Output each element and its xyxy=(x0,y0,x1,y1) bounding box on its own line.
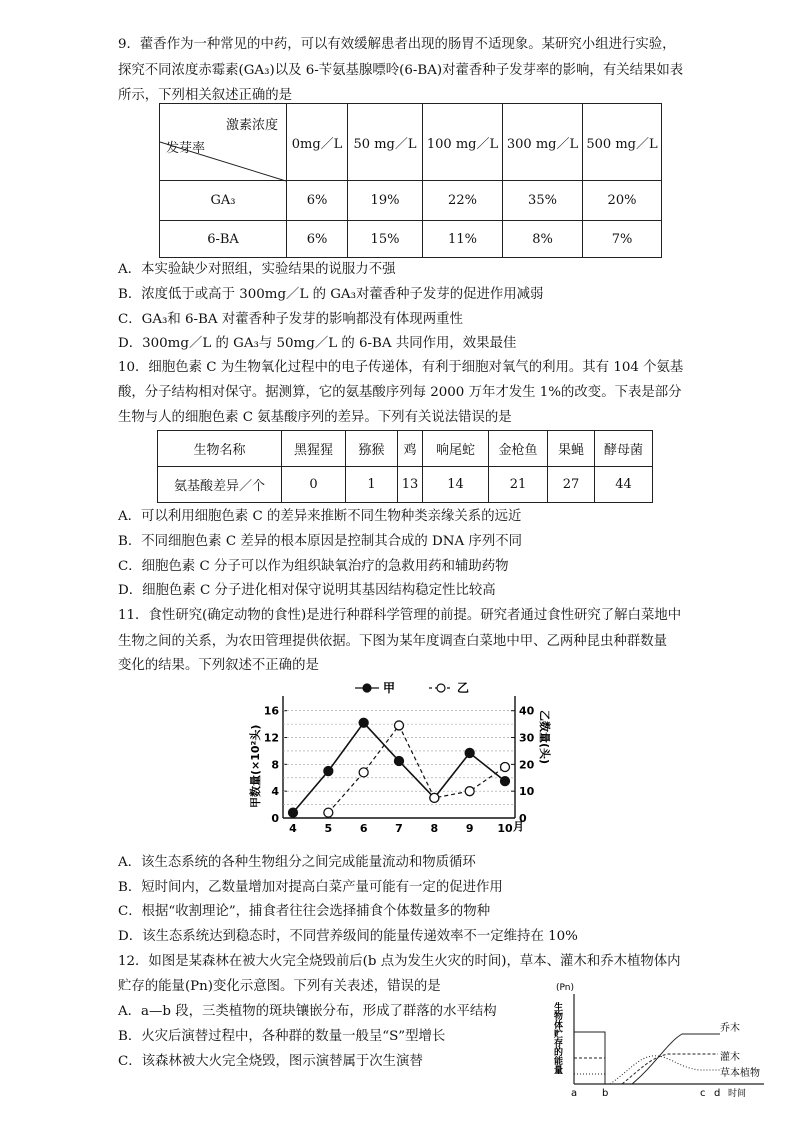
q9-cell: 19% xyxy=(348,181,423,221)
q9-header-cell: 50 mg／L xyxy=(348,104,423,181)
left-tick-label: 0 xyxy=(271,812,279,825)
q9-stem-line-2: 探究不同浓度赤霉素(GA₃)以及 6-苄氨基腺嘌呤(6-BA)对藿香种子发芽率的影响，有关结果如表 xyxy=(118,63,684,78)
q10-stem-line-1: 10．细胞色素 C 为生物氧化过程中的电子传递体，有利于细胞对氧气的利用。其有 104 个氨基 xyxy=(118,360,684,375)
left-tick-label: 8 xyxy=(271,758,279,772)
q10-diff-cell: 21 xyxy=(489,467,548,503)
q10-organism-cell: 鸡 xyxy=(398,431,423,467)
q11-stem-line-2: 生物之间的关系，为农田管理提供依据。下图为某年度调查白菜地中甲、乙两种昆虫种群数量 xyxy=(118,634,668,649)
right-tick-label: 40 xyxy=(519,704,535,718)
q11-option-c: C．根据“收割理论”，捕食者往往会选择捕食个体数量多的物种 xyxy=(118,904,491,919)
q9-cell: 35% xyxy=(503,181,583,221)
q12-x-tick: c xyxy=(700,1088,706,1099)
data-point-乙 xyxy=(395,721,404,730)
q9-option-a: A．本实验缺少对照组，实验结果的说服力不强 xyxy=(118,262,396,277)
q10-table-row xyxy=(158,431,653,467)
data-point-甲 xyxy=(395,757,404,766)
q12-x-axis-label: 时间 xyxy=(728,1089,747,1099)
q10-organism-cell: 金枪鱼 xyxy=(489,431,548,467)
q10-option-d: D．细胞色素 C 分子进化相对保守说明其基因结构稳定性比较高 xyxy=(118,583,496,598)
q12-y-axis-top: (Pn) xyxy=(556,983,574,993)
q12-option-c: C．该森林被大火完全烧毁，图示演替属于次生演替 xyxy=(118,1054,423,1069)
data-point-甲 xyxy=(289,808,298,817)
q9-row-name: 6-BA xyxy=(160,221,287,258)
q10-row-label: 氨基酸差异／个 xyxy=(158,467,282,503)
x-tick-label: 4 xyxy=(289,822,297,835)
q9-header-cell: 300 mg／L xyxy=(503,104,583,181)
q12-energy-figure xyxy=(550,980,780,1100)
right-tick-label: 0 xyxy=(519,812,527,825)
q11-population-chart xyxy=(245,678,551,838)
data-point-甲 xyxy=(501,777,510,786)
q11-option-b: B．短时间内，乙数量增加对提高白菜产量可能有一定的促进作用 xyxy=(118,880,503,895)
data-point-甲 xyxy=(465,748,474,757)
q9-table-row xyxy=(160,181,662,221)
q12-curve-label: 灌木 xyxy=(720,1052,740,1063)
data-point-甲 xyxy=(359,718,368,727)
x-tick-label: 6 xyxy=(359,822,368,835)
right-tick-label: 20 xyxy=(519,758,535,772)
legend-label: 乙 xyxy=(457,681,470,695)
x-tick-label: 8 xyxy=(430,822,439,835)
q12-stem-line-1: 12．如图是某森林在被大火完全烧毁前后(b 点为发生火灾的时间)，草本、灌木和乔木植物体内 xyxy=(118,954,681,969)
q10-diff-cell: 27 xyxy=(548,467,595,503)
q12-shrub-curve xyxy=(622,1054,718,1084)
left-axis-title: 甲数量(×10²头) xyxy=(249,724,262,808)
q9-stem-line-3: 所示，下列相关叙述正确的是 xyxy=(118,88,293,103)
q9-cell: 7% xyxy=(583,221,662,258)
q9-option-b: B．浓度低于或高于 300mg／L 的 GA₃对藿香种子发芽的促进作用减弱 xyxy=(118,287,544,302)
right-axis-title: 乙数量(头) xyxy=(538,710,551,765)
q9-cell: 6% xyxy=(287,181,348,221)
q9-cell: 8% xyxy=(503,221,583,258)
q10-diff-cell: 14 xyxy=(423,467,489,503)
q12-x-tick: d xyxy=(714,1088,721,1099)
q11-option-a: A．该生态系统的各种生物组分之间完成能量流动和物质循环 xyxy=(118,855,476,870)
q12-x-tick: b xyxy=(602,1088,609,1099)
left-tick-label: 16 xyxy=(263,704,279,718)
left-tick-label: 12 xyxy=(263,731,279,745)
q10-organism-cell: 猕猴 xyxy=(346,431,398,467)
q12-curve-label: 草本植物 xyxy=(720,1068,760,1079)
x-tick-label: 10 xyxy=(497,822,513,835)
data-point-乙 xyxy=(359,768,368,777)
legend-marker xyxy=(363,684,371,692)
q9-corner-bottom-label: 发芽率 xyxy=(166,141,206,156)
q9-cell: 15% xyxy=(348,221,423,258)
data-point-乙 xyxy=(465,787,474,796)
q9-cell: 22% xyxy=(423,181,503,221)
q10-table xyxy=(157,430,653,503)
q10-diff-cell: 1 xyxy=(346,467,398,503)
right-tick-label: 10 xyxy=(519,785,535,799)
q12-tree-curve xyxy=(632,1034,720,1084)
q9-table-row xyxy=(160,221,662,258)
q10-option-c: C．细胞色素 C 分子可以作为组织缺氧治疗的急救用药和辅助药物 xyxy=(118,559,509,574)
q12-x-tick: a xyxy=(571,1088,578,1099)
legend-marker xyxy=(437,684,445,692)
q9-cell: 20% xyxy=(583,181,662,221)
left-tick-label: 4 xyxy=(271,785,279,799)
q9-row-name: GA₃ xyxy=(160,181,287,221)
q9-corner-top-label: 激素浓度 xyxy=(225,118,278,133)
q10-organism-cell: 酵母菌 xyxy=(595,431,653,467)
q12-y-axis-label: 生物体贮存的能量 xyxy=(552,1002,562,1074)
x-tick-label: 5 xyxy=(324,822,333,835)
data-point-乙 xyxy=(324,808,333,817)
right-tick-label: 30 xyxy=(519,731,535,745)
q10-option-a: A．可以利用细胞色素 C 的差异来推断不同生物种类亲缘关系的远近 xyxy=(118,509,522,524)
series-line-乙 xyxy=(328,725,505,812)
q9-option-d: D．300mg／L 的 GA₃与 50mg／L 的 6-BA 共同作用，效果最佳 xyxy=(118,336,517,351)
q10-table-row xyxy=(158,467,653,503)
q10-organism-cell: 黑猩猩 xyxy=(282,431,346,467)
q11-option-d: D．该生态系统达到稳态时，不同营养级间的能量传递效率不一定维持在 10% xyxy=(118,929,578,944)
q11-stem-line-3: 变化的结果。下列叙述不正确的是 xyxy=(118,658,319,673)
data-point-乙 xyxy=(501,763,510,772)
q9-cell: 6% xyxy=(287,221,348,258)
q10-organism-cell: 响尾蛇 xyxy=(423,431,489,467)
q12-curve-label: 乔木 xyxy=(720,1023,740,1034)
q9-option-c: C．GA₃和 6-BA 对藿香种子发芽的影响都没有体现两重性 xyxy=(118,312,463,327)
q9-table-corner xyxy=(160,104,287,181)
q10-organism-cell: 果蝇 xyxy=(548,431,595,467)
x-unit-label: 月 xyxy=(513,820,524,833)
legend-label: 甲 xyxy=(383,681,396,695)
q9-header-cell: 500 mg／L xyxy=(583,104,662,181)
q10-row-label: 生物名称 xyxy=(158,431,282,467)
q9-stem-line-1: 9．藿香作为一种常见的中药，可以有效缓解患者出现的肠胃不适现象。某研究小组进行实验， xyxy=(118,37,676,52)
q9-header-cell: 0mg／L xyxy=(287,104,348,181)
data-point-甲 xyxy=(324,767,333,776)
q12-option-b: B．火灾后演替过程中，各种群的数量一般呈“S”型增长 xyxy=(118,1029,446,1044)
q10-diff-cell: 13 xyxy=(398,467,423,503)
q9-table xyxy=(159,103,662,258)
data-point-乙 xyxy=(430,793,439,802)
q12-option-a: A．a—b 段，三类植物的斑块镶嵌分布，形成了群落的水平结构 xyxy=(118,1004,497,1019)
x-tick-label: 7 xyxy=(395,822,403,835)
q9-cell: 11% xyxy=(423,221,503,258)
q12-stem-line-2: 贮存的能量(Pn)变化示意图。下列有关表述，错误的是 xyxy=(118,979,441,994)
q11-stem-line-1: 11．食性研究(确定动物的食性)是进行种群科学管理的前提。研究者通过食性研究了解白菜地中 xyxy=(118,608,682,623)
q10-diff-cell: 44 xyxy=(595,467,653,503)
x-tick-label: 9 xyxy=(465,822,474,835)
q10-option-b: B．不同细胞色素 C 差异的根本原因是控制其合成的 DNA 序列不同 xyxy=(118,534,522,549)
q10-stem-line-2: 酸，分子结构相对保守。据测算，它的氨基酸序列每 2000 万年才发生 1%的改变。下表是部分 xyxy=(118,385,682,400)
q10-diff-cell: 0 xyxy=(282,467,346,503)
q10-stem-line-3: 生物与人的细胞色素 C 氨基酸序列的差异。下列有关说法错误的是 xyxy=(118,410,512,425)
q9-header-cell: 100 mg／L xyxy=(423,104,503,181)
